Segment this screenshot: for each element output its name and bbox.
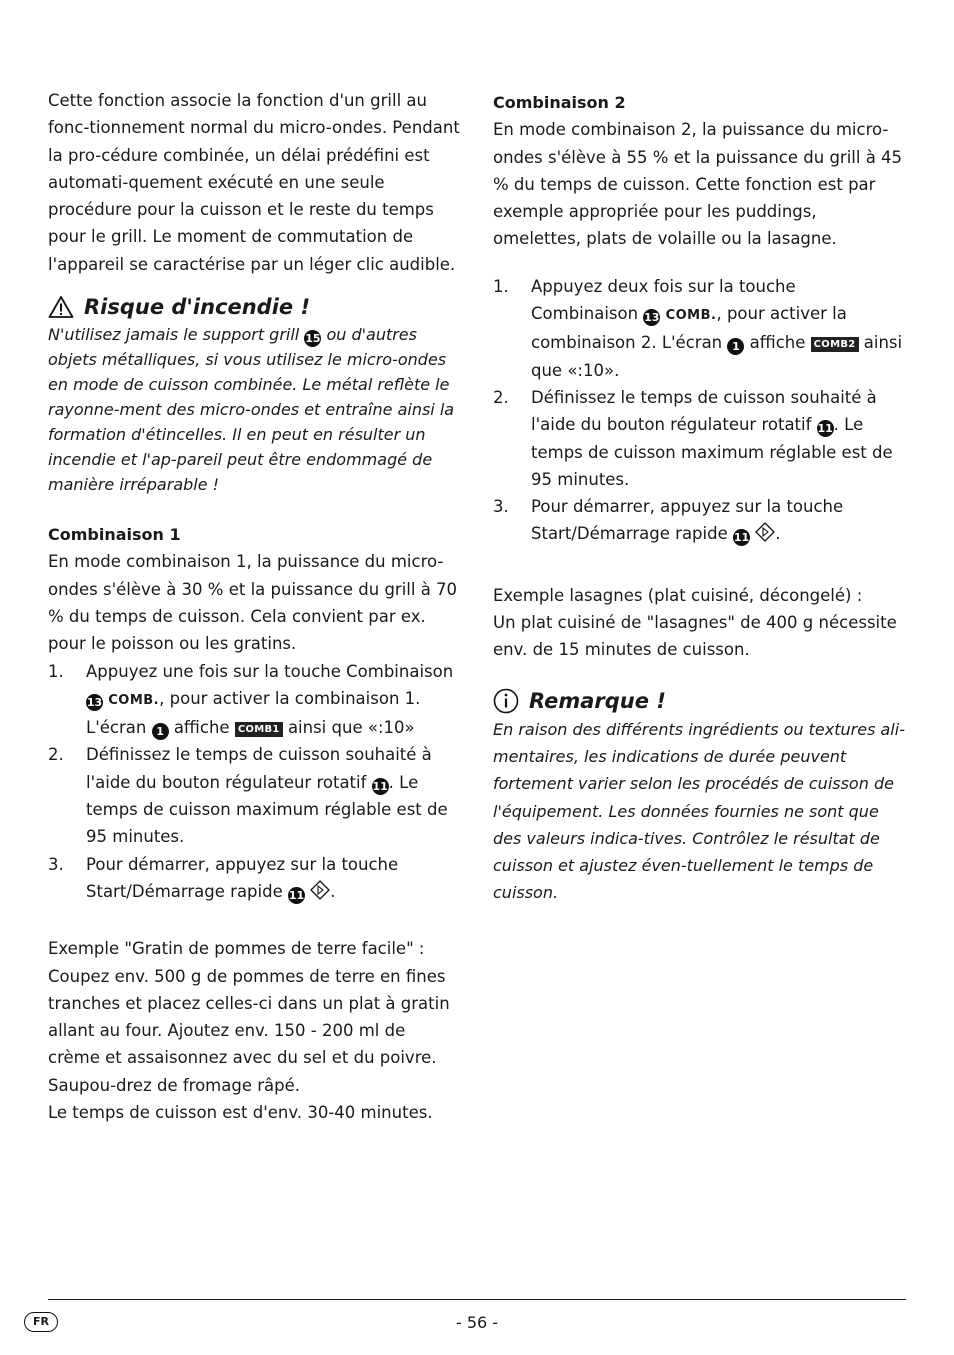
list-item: 1. Appuyez deux fois sur la touche Combinaison 13 COMB., pour activer la combinaison 2. L'écran 1 affiche COMB2 ainsi que «:10». bbox=[493, 276, 903, 380]
example-time: Le temps de cuisson est d'env. 30-40 minutes. bbox=[48, 1103, 433, 1123]
language-badge: FR bbox=[24, 1312, 58, 1332]
comb-button-label: COMB. bbox=[108, 692, 160, 708]
intro-paragraph: Cette fonction associe la fonction d'un grill au fonc-tionnement normal du micro-ondes. Pendant la pro-cédure combinée, un délai prédéfini est automati-quement exécuté en une seule procédure pour la cuisson et le reste du temps pour le grill. Le moment de commutation de l'appareil se caractérise par un léger clic audible. bbox=[48, 91, 460, 274]
page-number: - 56 - bbox=[455, 1313, 499, 1332]
combi2-text: En mode combinaison 2, la puissance du micro-ondes s'élève à 55 % et la puissance du grill à 45 % du temps de cuisson. Cette fonction est par exemple appropriée pour les puddings, omelettes, plats de volaille ou la lasagne. bbox=[493, 120, 903, 249]
example-text: Coupez env. 500 g de pommes de terre en fines tranches et placez celles-ci dans un plat à gratin allant au four. Ajoutez env. 150 - 200 ml de crème et assaisonnez avec du sel et du poivre. Saupou-drez de fromage râpé. bbox=[48, 966, 450, 1095]
left-column bbox=[48, 87, 460, 1126]
comb1-display-icon: COMB1 bbox=[235, 722, 283, 737]
example-title: Exemple lasagnes (plat cuisiné, décongelé) : bbox=[493, 585, 863, 605]
info-circle-icon bbox=[493, 688, 519, 714]
ref-15-badge: 15 bbox=[305, 332, 321, 346]
comb2-display-icon: COMB2 bbox=[811, 337, 859, 352]
combi2-title: Combinaison 2 bbox=[493, 93, 626, 112]
list-item: 3. Pour démarrer, appuyez sur la touche Start/Démarrage rapide 11 . bbox=[48, 854, 399, 902]
combi1-title: Combinaison 1 bbox=[48, 525, 181, 545]
example-title: Exemple "Gratin de pommes de terre facile" : bbox=[48, 939, 425, 959]
warning-heading bbox=[48, 292, 460, 322]
list-item: 1. Appuyez une fois sur la touche Combinaison 13 COMB., pour activer la combinaison 1. L'écran 1 affiche COMB1 ainsi que «:10» bbox=[48, 661, 454, 739]
start-diamond-icon bbox=[310, 880, 330, 900]
note-heading bbox=[493, 686, 907, 716]
note-text: En raison des différents ingrédients ou textures ali-mentaires, les indications de durée peuvent fortement varier selon les procédés de cuisson de l'équipement. Les données fournies ne sont que des valeurs indica-tives. Contrôlez le résultat de cuisson et ajustez éven-tuellement le temps de cuisson. bbox=[493, 719, 905, 903]
right-column bbox=[493, 89, 907, 907]
list-item: 3. Pour démarrer, appuyez sur la touche Start/Démarrage rapide 11 . bbox=[493, 497, 844, 545]
combi1-text: En mode combinaison 1, la puissance du micro-ondes s'élève à 30 % et la puissance du grill à 70 % du temps de cuisson. Cela convient par ex. pour le poisson ou les gratins. bbox=[48, 552, 458, 654]
footer-divider bbox=[48, 1299, 906, 1300]
warning-triangle-icon bbox=[48, 295, 74, 319]
comb-button-label: COMB. bbox=[665, 308, 717, 324]
combi1-steps bbox=[48, 658, 460, 906]
example-text: Un plat cuisiné de "lasagnes" de 400 g nécessite env. de 15 minutes de cuisson. bbox=[493, 613, 897, 660]
combi2-steps bbox=[493, 273, 907, 548]
list-item: 2. Définissez le temps de cuisson souhaité à l'aide du bouton régulateur rotatif 11. Le temps de cuisson maximum réglable est de 95 minutes. bbox=[493, 387, 893, 489]
warning-text: N'utilisez jamais le support grill 15 ou d'autres objets métalliques, si vous utilisez le micro-ondes en mode de cuisson combinée. Le métal reflète le rayonne-ment des micro-ondes et entraîne ainsi la formation d'étincelles. Il en peut en résulter un incendie et l'ap-pareil peut être endommagé de manière irréparable ! bbox=[48, 325, 455, 495]
note-title: Remarque ! bbox=[529, 688, 666, 713]
list-item: 2. Définissez le temps de cuisson souhaité à l'aide du bouton régulateur rotatif 11. Le temps de cuisson maximum réglable est de 95 minutes. bbox=[48, 745, 448, 847]
warning-title: Risque d'incendie ! bbox=[84, 295, 311, 320]
start-diamond-icon bbox=[755, 522, 775, 542]
